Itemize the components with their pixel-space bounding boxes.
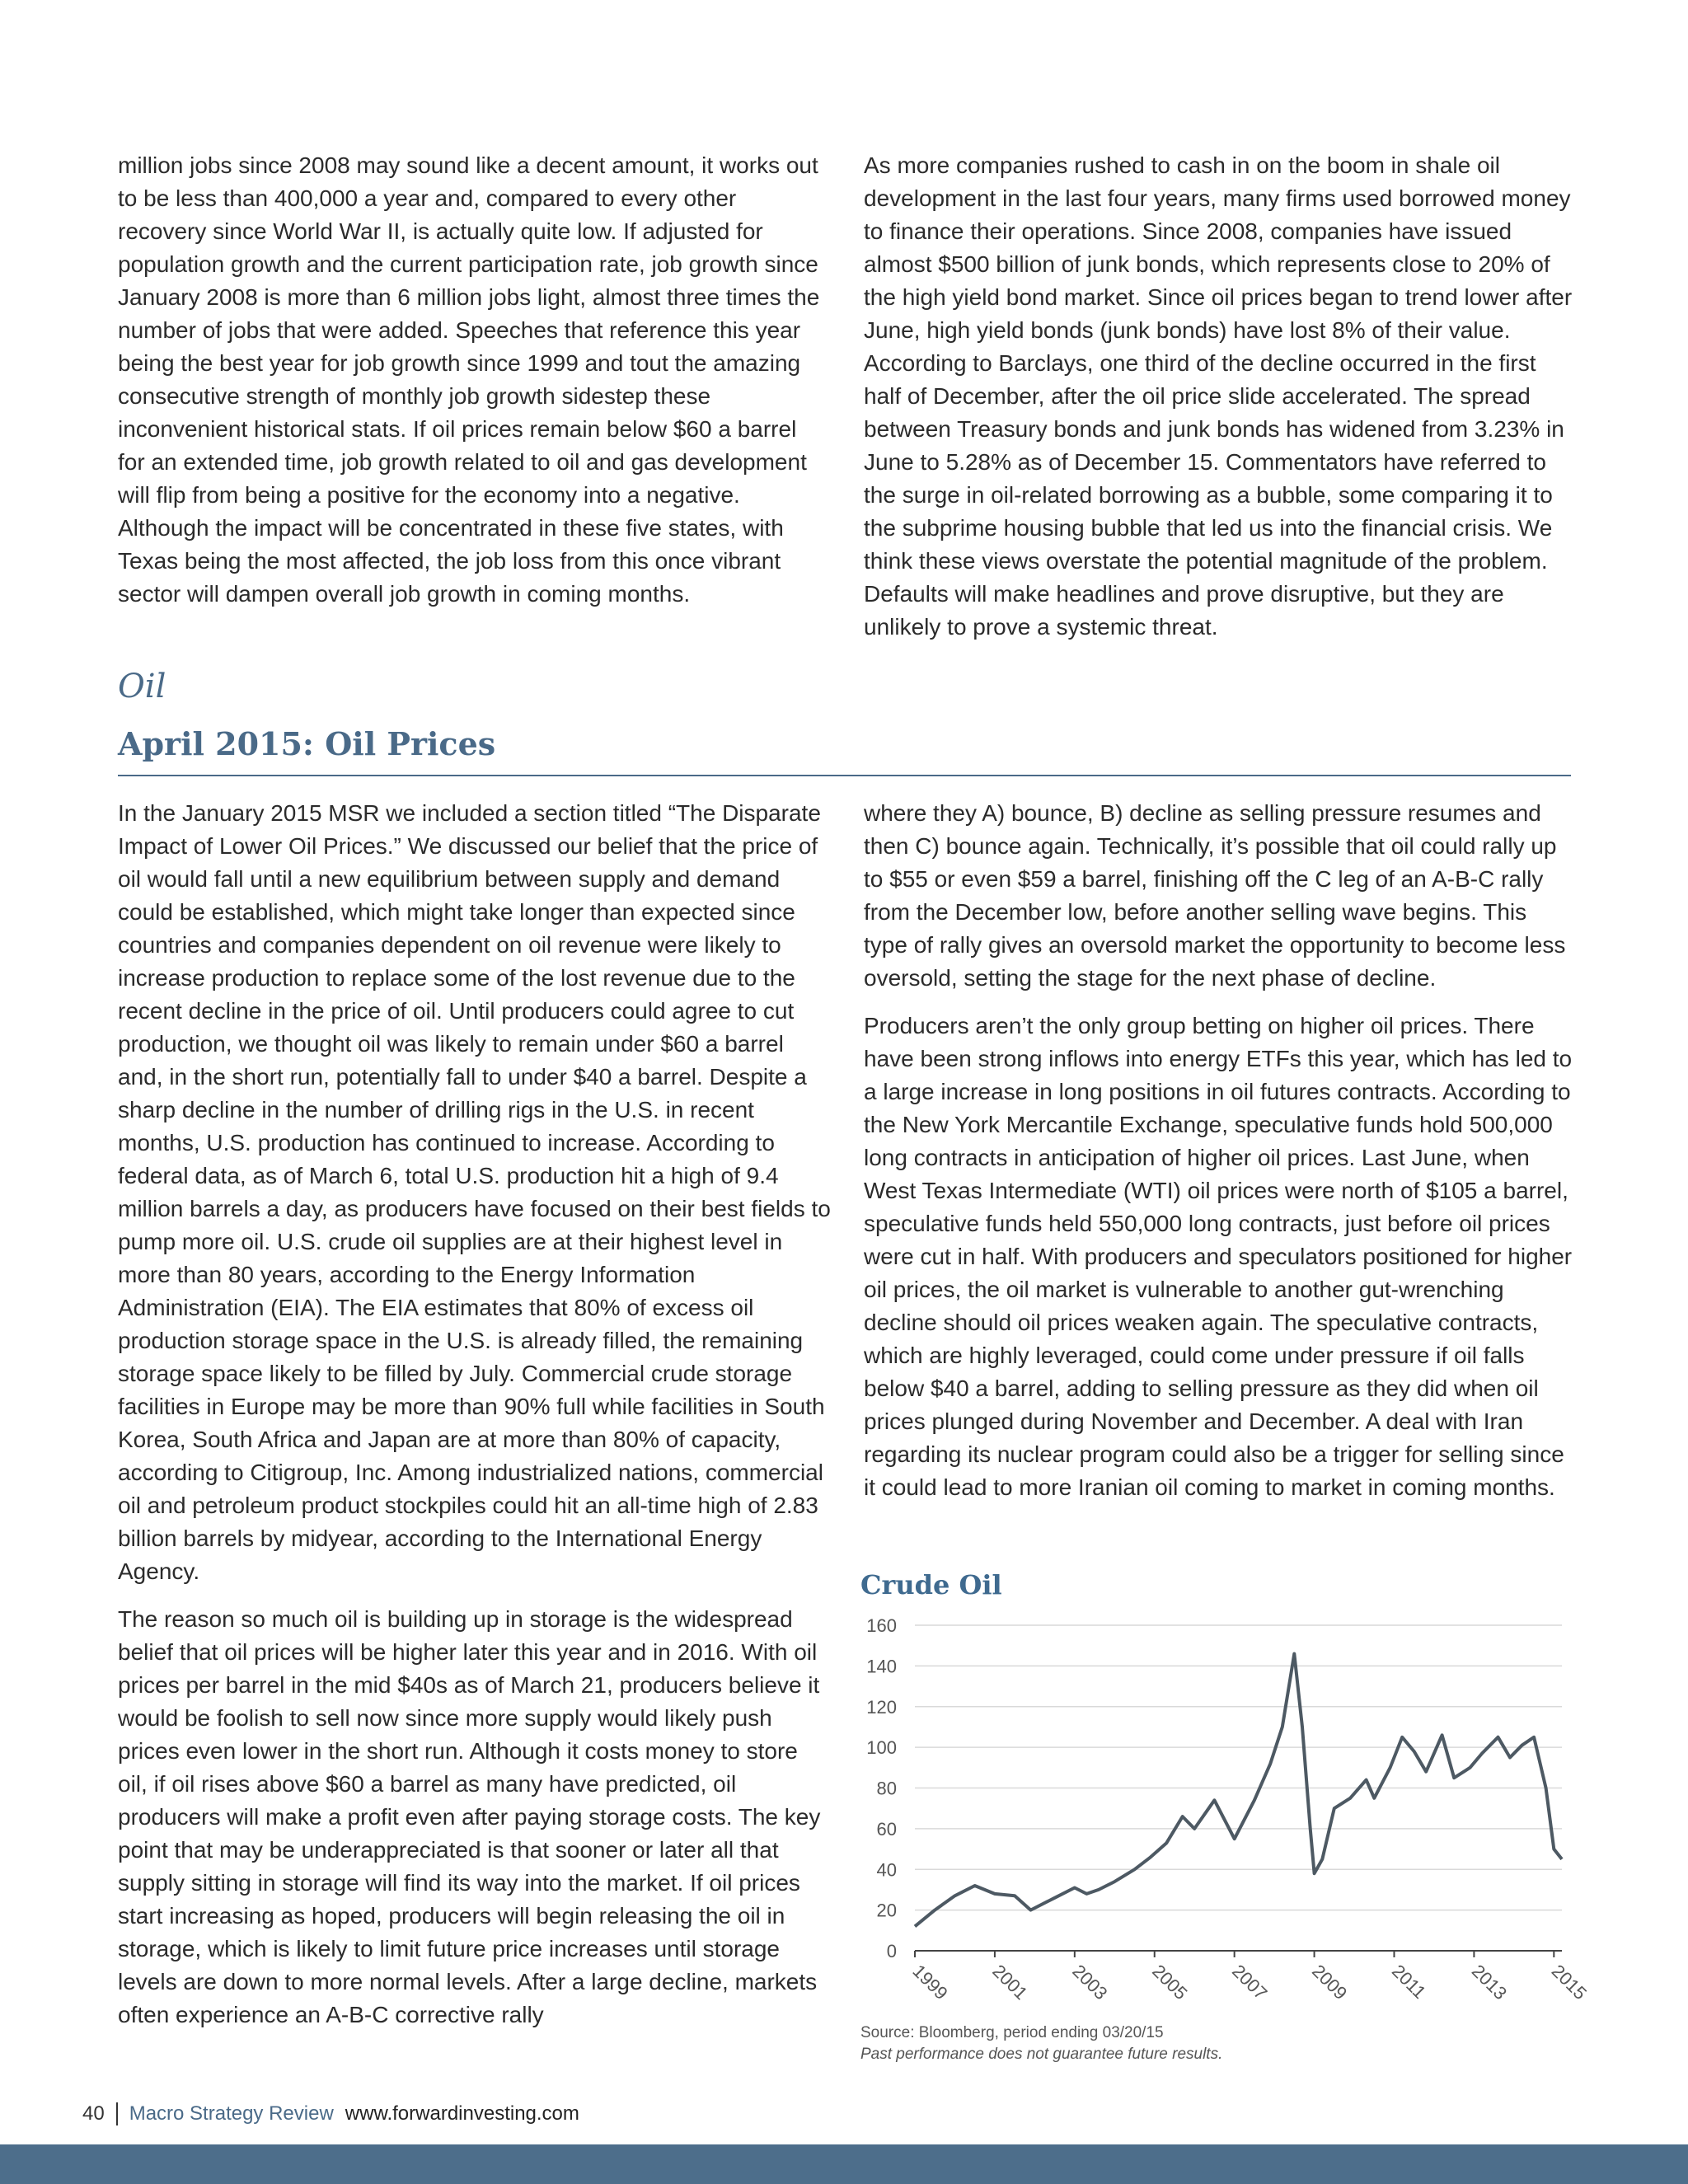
x-tick-label: 2009 [1308,1960,1352,2004]
crude-oil-series-line [915,1654,1562,1927]
y-tick-label: 140 [866,1656,897,1677]
y-tick-label: 60 [876,1818,897,1840]
x-tick-label: 2007 [1228,1960,1272,2004]
crude-oil-chart [857,1611,1599,2007]
publication-name: Macro Strategy Review [129,2102,334,2125]
y-tick-label: 40 [876,1859,897,1881]
paragraph: Producers aren’t the only group betting on higher oil prices. There have been strong inflows into energy ETFs this year, which has led to a large increase in long positions in oil futures contracts. According to the New York Mercantile Exchange, speculative funds hold 500,000 long contracts in anticipation of higher oil prices. Last June, when West Texas Intermediate (WTI) oil prices were north of $105 a barrel, speculative funds held 550,000 long contracts, just before oil prices were cut in half. With producers and speculators positioned for higher oil prices, the oil market is vulnerable to another gut-wrenching decline should oil prices weaken again. The speculative contracts, which are highly leveraged, could come under pressure if oil falls below $40 a barrel, adding to selling pressure as they did when oil prices plunged during November and December. A deal with Iran regarding its nuclear program could also be a trigger for selling since it could lead to more Iranian oil coming to market in coming months. [864,1013,1573,1500]
y-tick-label: 20 [876,1900,897,1921]
top-right-column [864,149,1573,658]
paragraph: million jobs since 2008 may sound like a decent amount, it works out to be less than 400,000 a year and, compared to every other recovery since World War II, is actually quite low. If adjusted for population growth and the current participation rate, job growth since January 2008 is more than 6 million jobs light, almost three times the number of jobs that were added. Speeches that reference this year being the best year for job growth since 1999 and tout the amazing consecutive strength of monthly job growth sidestep these inconvenient historical stats. If oil prices remain below $60 a barrel for an extended time, job growth related to oil and gas development will flip from being a positive for the economy into a negative. Although the impact will be concentrated in these five states, with Texas being the most affected, the job loss from this once vibrant sector will dampen overall job growth in coming months. [118,152,820,607]
chart-source: Source: Bloomberg, period ending 03/20/15 [860,2024,1164,2041]
y-tick-label: 100 [866,1737,897,1759]
website-link[interactable]: www.forwardinvesting.com [345,2102,579,2125]
left-column [118,797,831,2046]
section-divider [118,775,1571,776]
page-footer [82,2097,579,2130]
footer-band [0,2144,1688,2184]
x-tick-label: 1999 [908,1960,952,2004]
top-left-column [118,149,827,626]
page-number: 40 [82,2102,118,2125]
x-tick-label: 2011 [1387,1960,1431,2003]
paragraph: where they A) bounce, B) decline as selling pressure resumes and then C) bounce again. Technically, it’s possible that oil could rally up to $55 or even $59 a barrel, finishing off the C leg of an A-B-C rally from the December low, before another selling wave begins. This type of rally gives an oversold market the opportunity to become less oversold, setting the stage for the next phase of decline. [864,800,1566,991]
paragraph: The reason so much oil is building up in storage is the widespread belief that oil prices will be higher later this year and in 2016. With oil prices per barrel in the mid $40s as of March 21, producers believe it would be foolish to sell now since more supply would likely push prices even lower in the short run. Although it costs money to store oil, if oil rises above $60 a barrel as many have predicted, oil producers will make a profit even after paying storage costs. The key point that may be underappreciated is that sooner or later all that supply sitting in storage will find its way into the market. If oil prices start increasing as hoped, producers will begin releasing the oil in storage, which is likely to limit future price increases until storage levels are down to more normal levels. After a large decline, markets often experience an A-B-C corrective rally [118,1606,821,2027]
x-tick-label: 2013 [1467,1960,1512,2004]
y-tick-label: 80 [876,1778,897,1799]
section-kicker: Oil [118,668,166,705]
y-tick-label: 160 [866,1615,897,1636]
paragraph: As more companies rushed to cash in on the boom in shale oil development in the last four years, many firms used borrowed money to finance their operations. Since 2008, companies have issued almost $500 billion of junk bonds, which represents close to 20% of the high yield bond market. Since oil prices began to trend lower after June, high yield bonds (junk bonds) have lost 8% of their value. According to Barclays, one third of the decline occurred in the first half of December, after the oil price slide accelerated. The spread between Treasury bonds and junk bonds has widened from 3.23% in June to 5.28% as of December 15. Commentators have referred to the surge in oil-related borrowing as a bubble, some comparing it to the subprime housing bubble that led us into the financial crisis. We think these views overstate the potential magnitude of the problem. Defaults will make headlines and prove disruptive, but they are unlikely to prove a systemic threat. [864,152,1573,640]
x-tick-label: 2003 [1068,1960,1112,2004]
y-tick-label: 120 [866,1696,897,1718]
right-column [864,797,1573,1519]
chart-title: Crude Oil [860,1569,1002,1601]
x-tick-label: 2005 [1148,1960,1192,2004]
x-tick-label: 2001 [988,1960,1032,2004]
x-tick-label: 2015 [1547,1960,1592,2004]
paragraph: In the January 2015 MSR we included a section titled “The Disparate Impact of Lower Oil Prices.” We discussed our belief that the price of oil would fall until a new equilibrium between supply and demand could be established, which might take longer than expected since countries and companies dependent on oil revenue were likely to increase production to replace some of the lost revenue due to the recent decline in the price of oil. Until producers could agree to cut production, we thought oil was likely to remain under $60 a barrel and, in the short run, potentially fall to under $40 a barrel. Despite a sharp decline in the number of drilling rigs in the U.S. in recent months, U.S. production has continued to increase. According to federal data, as of March 6, total U.S. production hit a high of 9.4 million barrels a day, as producers have focused on their best fields to pump more oil. U.S. crude oil supplies are at their highest level in more than 80 years, according to the Energy Information Administration (EIA). The EIA estimates that 80% of excess oil production storage space in the U.S. is already filled, the remaining storage space likely to be filled by July. Commercial crude storage facilities in Europe may be more than 90% full while facilities in South Korea, South Africa and Japan are at more than 80% of capacity, according to Citigroup, Inc. Among industrialized nations, commercial oil and petroleum product stockpiles could hit an all-time high of 2.83 billion barrels by midyear, according to the International Energy Agency. [118,800,831,1584]
chart-disclaimer: Past performance does not guarantee future results. [860,2046,1223,2063]
section-title: April 2015: Oil Prices [118,725,496,762]
y-tick-label: 0 [886,1941,897,1961]
